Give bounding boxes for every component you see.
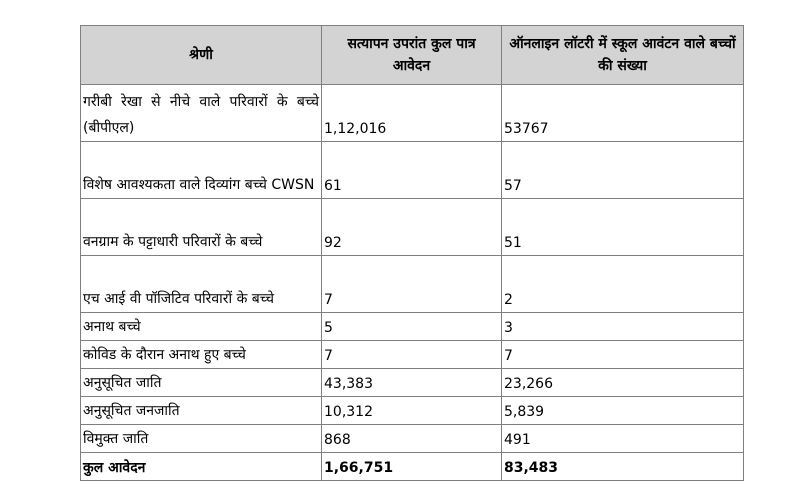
table-row	[81, 256, 744, 313]
row-category: वनग्राम के पट्टाधारी परिवारों के बच्चे	[81, 199, 322, 256]
total-allotted: 83,483	[502, 453, 744, 481]
header-row	[81, 26, 744, 85]
row-allotted: 2	[502, 256, 744, 313]
table-row	[81, 397, 744, 425]
row-eligible: 7	[322, 256, 502, 313]
row-allotted: 7	[502, 341, 744, 369]
header-allotted: ऑनलाइन लॉटरी में स्कूल आवंटन वाले बच्चों की संख्या	[502, 26, 744, 85]
table-row	[81, 425, 744, 453]
table-row	[81, 313, 744, 341]
table-row	[81, 142, 744, 199]
data-table	[80, 25, 744, 481]
table-row	[81, 369, 744, 397]
row-allotted: 5,839	[502, 397, 744, 425]
row-eligible: 43,383	[322, 369, 502, 397]
row-allotted: 51	[502, 199, 744, 256]
row-eligible: 5	[322, 313, 502, 341]
row-category: कोविड के दौरान अनाथ हुए बच्चे	[81, 341, 322, 369]
header-category: श्रेणी	[81, 26, 322, 85]
table-row	[81, 341, 744, 369]
total-category: कुल आवेदन	[81, 453, 322, 481]
total-eligible: 1,66,751	[322, 453, 502, 481]
row-category: विमुक्त जाति	[81, 425, 322, 453]
row-category: गरीबी रेखा से नीचे वाले परिवारों के बच्चे (बीपीएल)	[81, 85, 322, 142]
row-eligible: 10,312	[322, 397, 502, 425]
table-row	[81, 199, 744, 256]
row-eligible: 61	[322, 142, 502, 199]
total-row	[81, 453, 744, 481]
row-eligible: 92	[322, 199, 502, 256]
header-eligible: सत्यापन उपरांत कुल पात्र आवेदन	[322, 26, 502, 85]
row-category: एच आई वी पॉजिटिव परिवारों के बच्चे	[81, 256, 322, 313]
row-category: अनुसूचित जनजाति	[81, 397, 322, 425]
table-row	[81, 85, 744, 142]
row-allotted: 53767	[502, 85, 744, 142]
row-allotted: 491	[502, 425, 744, 453]
row-allotted: 3	[502, 313, 744, 341]
row-eligible: 7	[322, 341, 502, 369]
row-eligible: 868	[322, 425, 502, 453]
row-allotted: 23,266	[502, 369, 744, 397]
row-allotted: 57	[502, 142, 744, 199]
row-category: अनुसूचित जाति	[81, 369, 322, 397]
row-eligible: 1,12,016	[322, 85, 502, 142]
row-category: अनाथ बच्चे	[81, 313, 322, 341]
row-category: विशेष आवश्यकता वाले दिव्यांग बच्चे CWSN	[81, 142, 322, 199]
